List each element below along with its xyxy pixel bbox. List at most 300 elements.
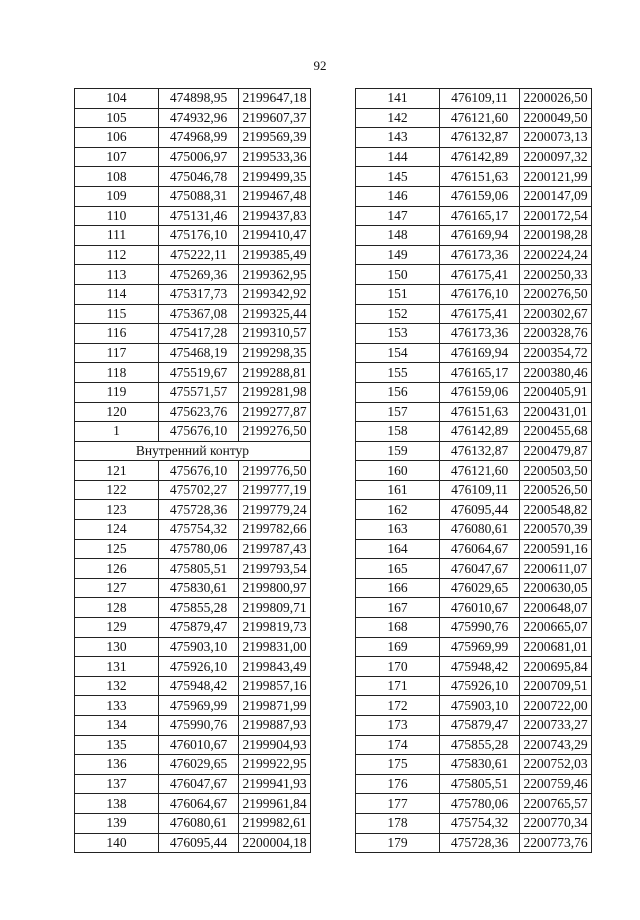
point-number-cell: 146: [356, 186, 440, 206]
y-coordinate-cell: 2199569,39: [239, 128, 311, 148]
x-coordinate-cell: 475948,42: [440, 657, 520, 677]
x-coordinate-cell: 475855,28: [159, 598, 239, 618]
table-row: [356, 441, 592, 461]
x-coordinate-cell: 475879,47: [159, 618, 239, 638]
y-coordinate-cell: 2200526,50: [520, 480, 592, 500]
x-coordinate-cell: 476047,67: [440, 559, 520, 579]
point-number-cell: 135: [75, 735, 159, 755]
y-coordinate-cell: 2200611,07: [520, 559, 592, 579]
table-row: [75, 441, 311, 461]
y-coordinate-cell: 2200695,84: [520, 657, 592, 677]
x-coordinate-cell: 476165,17: [440, 206, 520, 226]
table-row: [75, 245, 311, 265]
x-coordinate-cell: 475926,10: [440, 676, 520, 696]
x-coordinate-cell: 475969,99: [159, 696, 239, 716]
table-row: [75, 716, 311, 736]
table-row: [75, 265, 311, 285]
x-coordinate-cell: 475969,99: [440, 637, 520, 657]
x-coordinate-cell: 476095,44: [159, 833, 239, 853]
y-coordinate-cell: 2200733,27: [520, 716, 592, 736]
x-coordinate-cell: 475805,51: [440, 774, 520, 794]
x-coordinate-cell: 476047,67: [159, 774, 239, 794]
point-number-cell: 149: [356, 245, 440, 265]
table-row: [356, 657, 592, 677]
table-row: [356, 147, 592, 167]
y-coordinate-cell: 2199325,44: [239, 304, 311, 324]
y-coordinate-cell: 2199281,98: [239, 382, 311, 402]
y-coordinate-cell: 2200328,76: [520, 324, 592, 344]
table-row: [356, 520, 592, 540]
table-row: [356, 794, 592, 814]
y-coordinate-cell: 2200591,16: [520, 539, 592, 559]
table-row: [356, 559, 592, 579]
x-coordinate-cell: 475879,47: [440, 716, 520, 736]
x-coordinate-cell: 476165,17: [440, 363, 520, 383]
y-coordinate-cell: 2199277,87: [239, 402, 311, 422]
point-number-cell: 129: [75, 618, 159, 638]
x-coordinate-cell: 475317,73: [159, 284, 239, 304]
table-row: [75, 578, 311, 598]
table-row: [75, 520, 311, 540]
table-row: [75, 735, 311, 755]
table-row: [356, 206, 592, 226]
table-row: [356, 755, 592, 775]
point-number-cell: 168: [356, 618, 440, 638]
coordinates-table-left: [74, 88, 311, 853]
coordinates-table-right: [355, 88, 592, 853]
x-coordinate-cell: 476132,87: [440, 128, 520, 148]
point-number-cell: 105: [75, 108, 159, 128]
point-number-cell: 112: [75, 245, 159, 265]
x-coordinate-cell: 476064,67: [159, 794, 239, 814]
y-coordinate-cell: 2200302,67: [520, 304, 592, 324]
section-header: Внутренний контур: [75, 441, 311, 461]
x-coordinate-cell: 476121,60: [440, 108, 520, 128]
page-number: 92: [313, 58, 327, 73]
x-coordinate-cell: 475131,46: [159, 206, 239, 226]
table-row: [356, 735, 592, 755]
point-number-cell: 175: [356, 755, 440, 775]
y-coordinate-cell: 2200276,50: [520, 284, 592, 304]
y-coordinate-cell: 2200759,46: [520, 774, 592, 794]
point-number-cell: 109: [75, 186, 159, 206]
y-coordinate-cell: 2200431,01: [520, 402, 592, 422]
point-number-cell: 148: [356, 226, 440, 246]
point-number-cell: 147: [356, 206, 440, 226]
point-number-cell: 166: [356, 578, 440, 598]
point-number-cell: 153: [356, 324, 440, 344]
table-row: [75, 480, 311, 500]
y-coordinate-cell: 2199776,50: [239, 461, 311, 481]
x-coordinate-cell: 475676,10: [159, 422, 239, 442]
x-coordinate-cell: 476029,65: [159, 755, 239, 775]
y-coordinate-cell: 2199410,47: [239, 226, 311, 246]
x-coordinate-cell: 475519,67: [159, 363, 239, 383]
x-coordinate-cell: 475222,11: [159, 245, 239, 265]
x-coordinate-cell: 476132,87: [440, 441, 520, 461]
x-coordinate-cell: 474898,95: [159, 89, 239, 109]
y-coordinate-cell: 2200121,99: [520, 167, 592, 187]
x-coordinate-cell: 475926,10: [159, 657, 239, 677]
x-coordinate-cell: 476175,41: [440, 304, 520, 324]
x-coordinate-cell: 475903,10: [159, 637, 239, 657]
table-row: [356, 833, 592, 853]
y-coordinate-cell: 2199342,92: [239, 284, 311, 304]
table-row: [356, 716, 592, 736]
y-coordinate-cell: 2199793,54: [239, 559, 311, 579]
point-number-cell: 158: [356, 422, 440, 442]
table-row: [75, 89, 311, 109]
table-row: [75, 500, 311, 520]
x-coordinate-cell: 476029,65: [440, 578, 520, 598]
point-number-cell: 140: [75, 833, 159, 853]
y-coordinate-cell: 2199607,37: [239, 108, 311, 128]
point-number-cell: 119: [75, 382, 159, 402]
x-coordinate-cell: 476159,06: [440, 382, 520, 402]
table-row: [356, 461, 592, 481]
table-row: [75, 206, 311, 226]
y-coordinate-cell: 2200765,57: [520, 794, 592, 814]
x-coordinate-cell: 474932,96: [159, 108, 239, 128]
point-number-cell: 126: [75, 559, 159, 579]
x-coordinate-cell: 476175,41: [440, 265, 520, 285]
x-coordinate-cell: 476095,44: [440, 500, 520, 520]
table-row: [75, 147, 311, 167]
point-number-cell: 108: [75, 167, 159, 187]
point-number-cell: 115: [75, 304, 159, 324]
y-coordinate-cell: 2199385,49: [239, 245, 311, 265]
y-coordinate-cell: 2199800,97: [239, 578, 311, 598]
y-coordinate-cell: 2199533,36: [239, 147, 311, 167]
table-row: [75, 382, 311, 402]
point-number-cell: 120: [75, 402, 159, 422]
point-number-cell: 150: [356, 265, 440, 285]
x-coordinate-cell: 475088,31: [159, 186, 239, 206]
point-number-cell: 137: [75, 774, 159, 794]
y-coordinate-cell: 2200026,50: [520, 89, 592, 109]
point-number-cell: 154: [356, 343, 440, 363]
table-row: [75, 559, 311, 579]
point-number-cell: 143: [356, 128, 440, 148]
y-coordinate-cell: 2199276,50: [239, 422, 311, 442]
x-coordinate-cell: 475623,76: [159, 402, 239, 422]
table-row: [75, 128, 311, 148]
point-number-cell: 130: [75, 637, 159, 657]
table-row: [356, 167, 592, 187]
y-coordinate-cell: 2200570,39: [520, 520, 592, 540]
x-coordinate-cell: 475855,28: [440, 735, 520, 755]
y-coordinate-cell: 2200097,32: [520, 147, 592, 167]
y-coordinate-cell: 2200049,50: [520, 108, 592, 128]
x-coordinate-cell: 475006,97: [159, 147, 239, 167]
table-row: [75, 363, 311, 383]
y-coordinate-cell: 2200250,33: [520, 265, 592, 285]
point-number-cell: 161: [356, 480, 440, 500]
y-coordinate-cell: 2200770,34: [520, 813, 592, 833]
y-coordinate-cell: 2199961,84: [239, 794, 311, 814]
table-row: [75, 618, 311, 638]
table-row: [356, 265, 592, 285]
table-row: [75, 539, 311, 559]
x-coordinate-cell: 475780,06: [440, 794, 520, 814]
point-number-cell: 110: [75, 206, 159, 226]
point-number-cell: 172: [356, 696, 440, 716]
x-coordinate-cell: 475990,76: [440, 618, 520, 638]
point-number-cell: 169: [356, 637, 440, 657]
y-coordinate-cell: 2200665,07: [520, 618, 592, 638]
x-coordinate-cell: 475754,32: [440, 813, 520, 833]
y-coordinate-cell: 2199819,73: [239, 618, 311, 638]
point-number-cell: 151: [356, 284, 440, 304]
y-coordinate-cell: 2199982,61: [239, 813, 311, 833]
y-coordinate-cell: 2200503,50: [520, 461, 592, 481]
point-number-cell: 160: [356, 461, 440, 481]
point-number-cell: 1: [75, 422, 159, 442]
table-row: [75, 186, 311, 206]
x-coordinate-cell: 474968,99: [159, 128, 239, 148]
x-coordinate-cell: 476109,11: [440, 480, 520, 500]
x-coordinate-cell: 476080,61: [440, 520, 520, 540]
point-number-cell: 156: [356, 382, 440, 402]
y-coordinate-cell: 2200172,54: [520, 206, 592, 226]
table-row: [356, 696, 592, 716]
table-row: [75, 637, 311, 657]
point-number-cell: 116: [75, 324, 159, 344]
y-coordinate-cell: 2199647,18: [239, 89, 311, 109]
table-row: [75, 755, 311, 775]
point-number-cell: 131: [75, 657, 159, 677]
table-row: [356, 422, 592, 442]
y-coordinate-cell: 2199787,43: [239, 539, 311, 559]
table-row: [75, 676, 311, 696]
point-number-cell: 167: [356, 598, 440, 618]
table-row: [356, 676, 592, 696]
x-coordinate-cell: 476142,89: [440, 147, 520, 167]
table-row: [75, 598, 311, 618]
x-coordinate-cell: 475948,42: [159, 676, 239, 696]
point-number-cell: 118: [75, 363, 159, 383]
table-row: [356, 363, 592, 383]
point-number-cell: 117: [75, 343, 159, 363]
y-coordinate-cell: 2199310,57: [239, 324, 311, 344]
table-row: [356, 108, 592, 128]
table-row: [75, 343, 311, 363]
point-number-cell: 136: [75, 755, 159, 775]
y-coordinate-cell: 2200405,91: [520, 382, 592, 402]
table-row: [356, 324, 592, 344]
y-coordinate-cell: 2199941,93: [239, 774, 311, 794]
y-coordinate-cell: 2199831,00: [239, 637, 311, 657]
point-number-cell: 176: [356, 774, 440, 794]
table-row: [75, 304, 311, 324]
x-coordinate-cell: 476169,94: [440, 226, 520, 246]
x-coordinate-cell: 476169,94: [440, 343, 520, 363]
x-coordinate-cell: 475780,06: [159, 539, 239, 559]
table-row: [356, 774, 592, 794]
table-row: [75, 794, 311, 814]
y-coordinate-cell: 2200354,72: [520, 343, 592, 363]
point-number-cell: 122: [75, 480, 159, 500]
table-row: [356, 578, 592, 598]
point-number-cell: 121: [75, 461, 159, 481]
table-row: [356, 480, 592, 500]
point-number-cell: 155: [356, 363, 440, 383]
y-coordinate-cell: 2200147,09: [520, 186, 592, 206]
point-number-cell: 132: [75, 676, 159, 696]
point-number-cell: 144: [356, 147, 440, 167]
x-coordinate-cell: 475367,08: [159, 304, 239, 324]
point-number-cell: 157: [356, 402, 440, 422]
x-coordinate-cell: 476064,67: [440, 539, 520, 559]
y-coordinate-cell: 2200743,29: [520, 735, 592, 755]
point-number-cell: 170: [356, 657, 440, 677]
x-coordinate-cell: 475571,57: [159, 382, 239, 402]
y-coordinate-cell: 2199871,99: [239, 696, 311, 716]
y-coordinate-cell: 2199779,24: [239, 500, 311, 520]
table-row: [75, 108, 311, 128]
x-coordinate-cell: 475046,78: [159, 167, 239, 187]
y-coordinate-cell: 2199362,95: [239, 265, 311, 285]
point-number-cell: 152: [356, 304, 440, 324]
y-coordinate-cell: 2199887,93: [239, 716, 311, 736]
y-coordinate-cell: 2199288,81: [239, 363, 311, 383]
x-coordinate-cell: 476151,63: [440, 402, 520, 422]
point-number-cell: 139: [75, 813, 159, 833]
y-coordinate-cell: 2199467,48: [239, 186, 311, 206]
table-row: [356, 284, 592, 304]
y-coordinate-cell: 2200198,28: [520, 226, 592, 246]
table-row: [356, 186, 592, 206]
point-number-cell: 142: [356, 108, 440, 128]
x-coordinate-cell: 475176,10: [159, 226, 239, 246]
y-coordinate-cell: 2200224,24: [520, 245, 592, 265]
point-number-cell: 162: [356, 500, 440, 520]
x-coordinate-cell: 475269,36: [159, 265, 239, 285]
x-coordinate-cell: 476176,10: [440, 284, 520, 304]
table-row: [356, 89, 592, 109]
table-row: [356, 402, 592, 422]
table-row: [356, 539, 592, 559]
x-coordinate-cell: 476010,67: [159, 735, 239, 755]
y-coordinate-cell: 2200752,03: [520, 755, 592, 775]
point-number-cell: 133: [75, 696, 159, 716]
y-coordinate-cell: 2200004,18: [239, 833, 311, 853]
y-coordinate-cell: 2200380,46: [520, 363, 592, 383]
y-coordinate-cell: 2200479,87: [520, 441, 592, 461]
y-coordinate-cell: 2200681,01: [520, 637, 592, 657]
y-coordinate-cell: 2199843,49: [239, 657, 311, 677]
point-number-cell: 125: [75, 539, 159, 559]
x-coordinate-cell: 476173,36: [440, 324, 520, 344]
x-coordinate-cell: 475830,61: [159, 578, 239, 598]
point-number-cell: 145: [356, 167, 440, 187]
point-number-cell: 104: [75, 89, 159, 109]
table-row: [356, 637, 592, 657]
x-coordinate-cell: 475676,10: [159, 461, 239, 481]
x-coordinate-cell: 476173,36: [440, 245, 520, 265]
y-coordinate-cell: 2199499,35: [239, 167, 311, 187]
table-row: [75, 226, 311, 246]
table-row: [75, 402, 311, 422]
y-coordinate-cell: 2200630,05: [520, 578, 592, 598]
point-number-cell: 114: [75, 284, 159, 304]
point-number-cell: 165: [356, 559, 440, 579]
x-coordinate-cell: 475728,36: [159, 500, 239, 520]
y-coordinate-cell: 2200548,82: [520, 500, 592, 520]
table-row: [75, 657, 311, 677]
table-row: [75, 833, 311, 853]
point-number-cell: 163: [356, 520, 440, 540]
table-row: [75, 167, 311, 187]
x-coordinate-cell: 476121,60: [440, 461, 520, 481]
point-number-cell: 177: [356, 794, 440, 814]
x-coordinate-cell: 476080,61: [159, 813, 239, 833]
point-number-cell: 173: [356, 716, 440, 736]
y-coordinate-cell: 2199809,71: [239, 598, 311, 618]
table-row: [356, 618, 592, 638]
x-coordinate-cell: 475903,10: [440, 696, 520, 716]
y-coordinate-cell: 2199777,19: [239, 480, 311, 500]
table-row: [356, 245, 592, 265]
x-coordinate-cell: 475417,28: [159, 324, 239, 344]
y-coordinate-cell: 2200073,13: [520, 128, 592, 148]
x-coordinate-cell: 475702,27: [159, 480, 239, 500]
point-number-cell: 107: [75, 147, 159, 167]
point-number-cell: 124: [75, 520, 159, 540]
x-coordinate-cell: 475754,32: [159, 520, 239, 540]
point-number-cell: 141: [356, 89, 440, 109]
table-row: [75, 284, 311, 304]
point-number-cell: 106: [75, 128, 159, 148]
table-row: [356, 304, 592, 324]
x-coordinate-cell: 475990,76: [159, 716, 239, 736]
table-row: [356, 226, 592, 246]
point-number-cell: 178: [356, 813, 440, 833]
x-coordinate-cell: 475830,61: [440, 755, 520, 775]
y-coordinate-cell: 2200722,00: [520, 696, 592, 716]
table-row: [356, 343, 592, 363]
table-row: [356, 500, 592, 520]
table-row: [356, 128, 592, 148]
point-number-cell: 123: [75, 500, 159, 520]
point-number-cell: 159: [356, 441, 440, 461]
y-coordinate-cell: 2199437,83: [239, 206, 311, 226]
y-coordinate-cell: 2199922,95: [239, 755, 311, 775]
x-coordinate-cell: 476010,67: [440, 598, 520, 618]
table-row: [75, 813, 311, 833]
y-coordinate-cell: 2200709,51: [520, 676, 592, 696]
point-number-cell: 171: [356, 676, 440, 696]
y-coordinate-cell: 2200455,68: [520, 422, 592, 442]
x-coordinate-cell: 475468,19: [159, 343, 239, 363]
point-number-cell: 134: [75, 716, 159, 736]
y-coordinate-cell: 2200773,76: [520, 833, 592, 853]
table-row: [356, 598, 592, 618]
point-number-cell: 179: [356, 833, 440, 853]
table-row: [356, 382, 592, 402]
table-row: [75, 696, 311, 716]
x-coordinate-cell: 476142,89: [440, 422, 520, 442]
point-number-cell: 174: [356, 735, 440, 755]
y-coordinate-cell: 2199904,93: [239, 735, 311, 755]
point-number-cell: 128: [75, 598, 159, 618]
table-row: [75, 324, 311, 344]
x-coordinate-cell: 476109,11: [440, 89, 520, 109]
table-row: [356, 813, 592, 833]
table-row: [75, 422, 311, 442]
point-number-cell: 138: [75, 794, 159, 814]
point-number-cell: 111: [75, 226, 159, 246]
